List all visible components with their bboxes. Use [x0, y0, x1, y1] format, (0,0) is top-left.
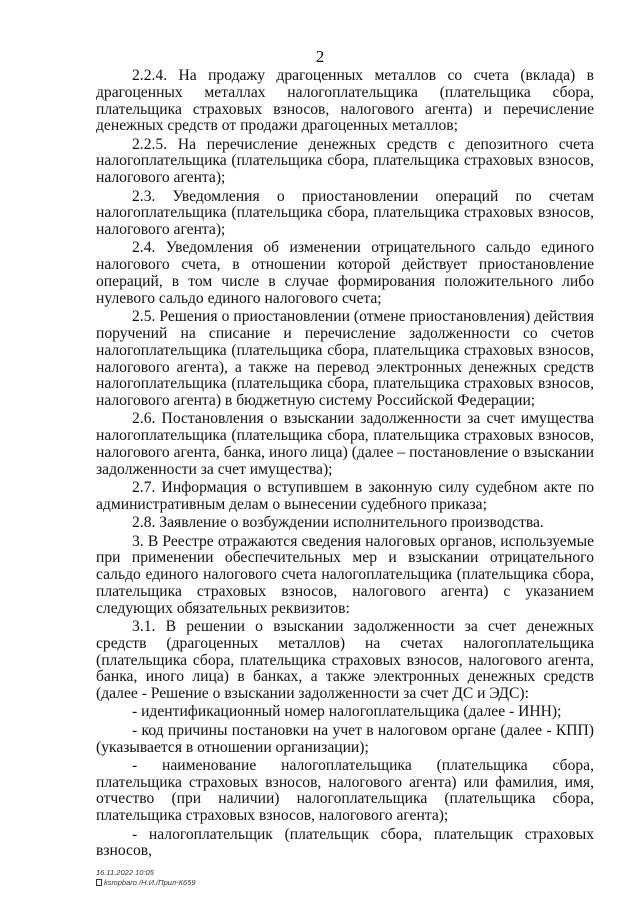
footer-file-ref-row — [96, 878, 196, 888]
paragraph-2-2-5: 2.2.5. На перечисление денежных средств с депозитного счета налогоплательщика (плательщика сбора, плательщика страховых взносов, налогового агента); — [96, 135, 594, 187]
paragraph-2-3: 2.3. Уведомления о приостановлении операций по счетам налогоплательщика (плательщика сбора, плательщика страховых взносов, налогового агента); — [96, 187, 594, 239]
document-icon — [96, 879, 102, 886]
paragraph-2-5: 2.5. Решения о приостановлении (отмене приостановления) действия поручений на списание и перечисление задолженности со счетов налогоплательщика (плательщика сбора, плательщика страховых взносов, налогового агента), а также на перевод электронных денежных средств налогоплательщика (плательщика сбора, плательщика страховых взносов, налогового агента) в бюджетную систему Российской Федерации; — [96, 308, 594, 410]
document-body — [96, 68, 594, 862]
paragraph-3-1: 3.1. В решении о взыскании задолженности за счет денежных средств (драгоценных металлов) на счетах налогоплательщика (плательщика сбора, плательщика страховых взносов, налогового агента, банка, иного лица) в банках, а также электронных денежных средств (далее - Решение о взыскании задолженности за счет ДС и ЭДС): — [96, 618, 594, 703]
footer-file-ref: ksmpbaro /Н.И./Прил-К659 — [104, 877, 196, 887]
paragraph-3: 3. В Реестре отражаются сведения налоговых органов, используемые при применении обеспечительных мер и взыскании отрицательного сальдо единого налогового счета налогоплательщика (плательщика сбора, плательщика страховых взносов, налогового агента) с указанием следующих обязательных реквизитов: — [96, 532, 594, 617]
paragraph-2-8: 2.8. Заявление о возбуждении исполнительного производства. — [132, 514, 544, 532]
list-item-inn: - идентификационный номер налогоплательщика (далее - ИНН); — [132, 703, 562, 721]
list-item-taxpayer-type: - налогоплательщик (плательщик сбора, плательщик страховых взносов, — [96, 825, 594, 860]
footer — [96, 868, 196, 887]
paragraph-2-4: 2.4. Уведомления об изменении отрицательного сальдо единого налогового счета, в отношении которой действует приостановление операций, в том числе в случае формирования положительного либо нулевого сальдо единого налогового счета; — [96, 239, 594, 307]
paragraph-2-6: 2.6. Постановления о взыскании задолженности за счет имущества налогоплательщика (плательщика сбора, плательщика страховых взносов, налогового агента, банка, иного лица) (далее – постановление о взыскании задолженности за счет имущества); — [96, 410, 594, 478]
list-item-kpp: - код причины постановки на учет в налоговом органе (далее - КПП) (указывается в отношении организации); — [96, 721, 594, 756]
list-item-taxpayer-name: - наименование налогоплательщика (плательщика сбора, плательщика страховых взносов, налогового агента) или фамилия, имя, отчество (при наличии) налогоплательщика (плательщика сбора, плательщика страховых взносов, налогового агента); — [96, 756, 594, 825]
paragraph-2-7: 2.7. Информация о вступившем в законную силу судебном акте по административным делам о вынесении судебного приказа; — [96, 479, 594, 513]
footer-timestamp: 16.11.2022 10:05 — [96, 868, 154, 877]
page-number: 2 — [315, 47, 325, 66]
paragraph-2-2-4: 2.2.4. На продажу драгоценных металлов со счета (вклада) в драгоценных металлах налогоплательщика (плательщика сбора, плательщика страховых взносов, налогового агента) и перечисление денежных средств от продажи драгоценных металлов; — [96, 67, 594, 135]
